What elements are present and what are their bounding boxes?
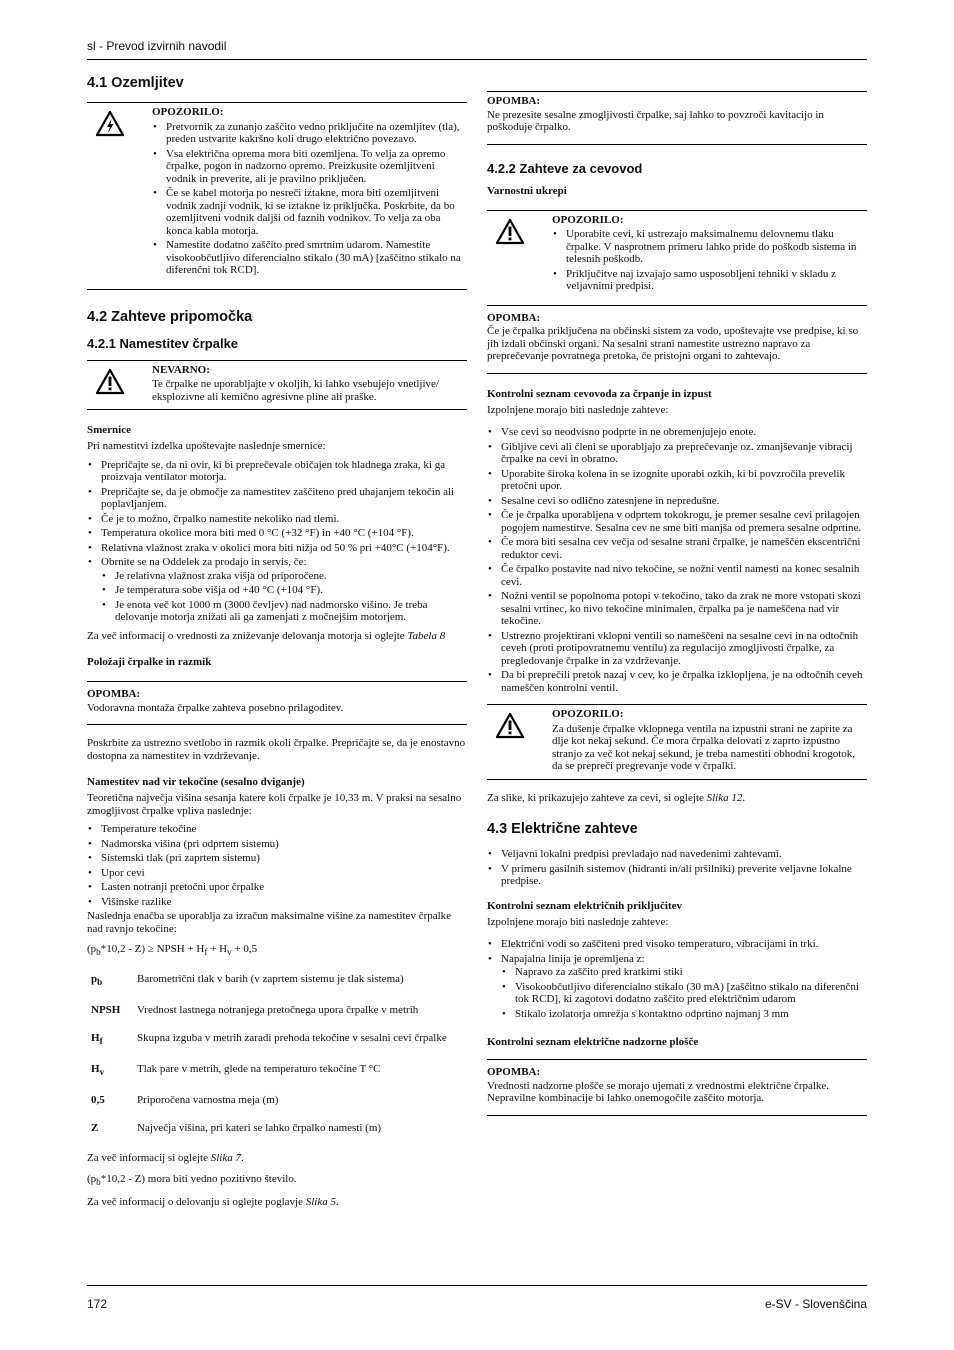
formula-sub: b (96, 947, 101, 958)
list-item: • Uporabite cevi, ki ustrezajo maksimalnemu delovnemu tlaku črpalke. V nasprotnem primeru lahko pride do poškodb sistema in telesnih poškodb. (566, 228, 867, 266)
variable-row (87, 1026, 447, 1057)
list-item: • Veljavni lokalni predpisi prevladajo nad navedenimi zahtevami. (501, 848, 867, 861)
formula-part: + 0,5 (231, 943, 258, 955)
npsh-formula (87, 943, 467, 959)
list-item: • Nadmorska višina (pri odprtem sistemu) (101, 838, 467, 851)
variable-description: Tlak pare v metrih, glede na temperaturo tekočine T °C (137, 1063, 381, 1076)
section-title: 4.2 Zahteve pripomočka (87, 308, 253, 325)
symbol-text: H (91, 1031, 100, 1044)
list-item: • Je temperatura sobe višja od +40 °C (+104 °F). (115, 584, 467, 597)
text: Za več informacij o vrednosti za zniževanje delovanja motorja si oglejte (87, 629, 408, 642)
list-item: • Visokoobčutljivo diferencialno stikalo (30 mA) [zaščitno stikalo na diferenčni tok RCD], ki zagotovi dodatno zaščito pred električnim udarom (515, 981, 867, 1006)
sub-list (101, 570, 467, 624)
derating-paragraph (87, 630, 467, 643)
list-item: • Temperatura okolice mora biti med 0 °C (+32 °F) in +40 °C (+104 °F). (101, 527, 467, 540)
ref7-paragraph: Za več informacij si oglejte Slika 7. (87, 1152, 244, 1165)
warning-label: OPOZORILO: (552, 708, 624, 720)
note-label: OPOMBA: (487, 1066, 541, 1078)
formula-sub: v (227, 947, 232, 958)
figure-reference: Slika 7 (210, 1152, 241, 1165)
section-4-2-2 (487, 161, 867, 805)
note-label: OPOMBA: (87, 688, 141, 700)
list-item (501, 953, 867, 1021)
variable-row (87, 1088, 447, 1116)
text: Za več informacij si oglejte (87, 1152, 211, 1165)
formula-sub: b (96, 1176, 101, 1187)
text: Za slike, ki prikazujejo zahteve za cevi, si oglejte (487, 791, 707, 804)
note-text: Vrednosti nadzorne plošče se morajo ujemati z vrednostmi električne črpalke. Nepravilne kombinacije bi lahko onemogočile zaščito motorja. (487, 1079, 830, 1104)
figure-reference: Slika 12 (706, 791, 743, 804)
list-item: • V primeru gasilnih sistemov (hidranti in/ali pršilniki) preverite veljavne lokalne predpise. (501, 863, 867, 888)
variable-symbol (87, 1026, 137, 1057)
list-item: • Prepričajte se, da ni ovir, ki bi preprečevale običajen tok hladnega zraka, ki ga proizvaja ventilator motorja. (101, 459, 467, 484)
formula-sub: f (204, 947, 208, 958)
checklist-intro: Izpolnjene morajo biti naslednje zahteve: (487, 403, 669, 416)
list-item: • Uporabite široka kolena in se izognite uporabi ozkih, ki bi povzročila prevelik pretočni upor. (501, 468, 867, 493)
checklist-intro: Izpolnjene morajo biti naslednje zahteve: (487, 915, 669, 928)
danger-label: NEVARNO: (152, 363, 210, 376)
symbol-sub: f (99, 1036, 103, 1047)
list-item: • Nožni ventil se popolnoma potopi v tekočino, tako da zrak ne more vstopati skozi sesalni vrtinec, ko nivo tekočine minimalen, črpalka pa je nameščena nad vir tekočine. (501, 590, 867, 628)
symbol-text: H (91, 1063, 100, 1076)
suction-title: Namestitev nad vir tekočine (sesalno dviganje) (87, 776, 305, 788)
list-item: • Stikalo izolatorja omrežja s kontaktno odprtino najmanj 3 mm (515, 1008, 867, 1021)
list-item: • Višinske razlike (101, 896, 467, 909)
section-4-1 (87, 74, 467, 290)
list-item: • Vse cevi so neodvisno podprte in ne obremenjujejo enote. (501, 426, 867, 439)
suction-list (87, 823, 467, 908)
note-label: OPOMBA: (487, 311, 541, 324)
electrical-hazard-icon (87, 106, 152, 283)
note-box (87, 681, 467, 725)
subsection-title: 4.2.1 Namestitev črpalke (87, 335, 239, 351)
suction-paragraph: Teoretična največja višina sesanja katere koli črpalke je 10,33 m. V praksi na sesalno zmogljivost črpalke vpliva naslednje: (87, 792, 462, 817)
formula-part: (p (87, 943, 97, 955)
warning-label: OPOZORILO: (552, 213, 624, 226)
warning-list (552, 228, 867, 293)
note-label: OPOMBA: (487, 95, 541, 107)
list-item: • Sesalne cevi so odlično zatesnjene in nepredušne. (501, 495, 867, 508)
variable-row (87, 1116, 447, 1144)
section-title: 4.1 Ozemljitev (87, 75, 184, 91)
guidelines-list (87, 459, 467, 624)
warning-list (152, 121, 467, 277)
list-item: • Električni vodi so zaščiteni pred visoko temperaturo, vibracijami in trki. (501, 938, 867, 951)
variable-description: Barometrični tlak v barih (v zaprtem sistemu je tlak sistema) (137, 972, 404, 985)
symbol-sub: b (97, 976, 103, 987)
variables-table (87, 967, 447, 1145)
safety-title: Varnostni ukrepi (487, 184, 567, 197)
list-item: • Upor cevi (101, 867, 467, 880)
list-item: • Relativna vlažnost zraka v okolici mora biti nižja od 50 % pri +40°C (+104°F). (101, 542, 467, 555)
list-item: • Priključitve naj izvajajo samo usposobljeni tehniki v skladu z veljavnimi predpisi. (566, 268, 867, 293)
list-item: • Če je to možno, črpalko namestite nekoliko nad tlemi. (101, 513, 467, 526)
variable-row (87, 967, 447, 998)
variable-description: Vrednost lastnega notranjega pretočnega upora črpalke v metrih (137, 1003, 419, 1016)
list-item-text: Obrnite se na Oddelek za prodajo in servis, če: (101, 556, 307, 568)
symbol-text: Z (91, 1122, 99, 1135)
section-4-2-1 (87, 336, 467, 1209)
positive-paragraph (87, 1173, 467, 1189)
note-text: Ne prezesite sesalne zmogljivosti črpalke, saj lahko to povzroči kavitacijo in poškoduje črpalko. (487, 108, 824, 133)
list-item-text: Napajalna linija je opremljena z: (501, 952, 645, 965)
symbol-text: p (91, 972, 98, 985)
electrical-list (487, 848, 867, 888)
list-item: • Gibljive cevi ali členi se uporabljajo za preprečevanje oz. zmanjševanje vibracij črpalke na cevi in obratno. (501, 441, 867, 466)
footer-rule (87, 1285, 867, 1286)
list-item: • Lasten notranji pretočni upor črpalke (101, 881, 467, 894)
warning-box (487, 210, 867, 306)
variable-symbol (87, 967, 137, 998)
panel-title: Kontrolni seznam električne nadzorne plošče (487, 1036, 699, 1048)
list-item: • Da bi preprečili pretok nazaj v cev, ko je črpalka izklopljena, je na odtočnih ceveh nameščen kontrolni ventil. (501, 669, 867, 694)
section-title: 4.3 Električne zahteve (487, 821, 638, 837)
checklist-title: Kontrolni seznam električnih priključitev (487, 899, 683, 912)
warning-label: OPOZORILO: (152, 106, 224, 118)
warning-text: Za dušenje črpalke vklopnega ventila na izpustni strani ne zaprite za dlje kot nekaj sekund. Če mora črpalka delovati z zaprto izpustno stranjo za več kot nekaj sekund, je treba namestiti obhodni krogotok, da se prepreči pregrevanje vode v črpalki. (552, 722, 856, 772)
symbol-text: NPSH (91, 1003, 121, 1016)
list-item: • Vsa električna oprema mora biti ozemljena. To velja za opremo črpalke, pogon in nadzorno opremo. Preizkusite ozemljitveni vodnik in preverite, ali je pravilno priključen. (166, 148, 467, 186)
page-header: sl - Prevod izvirnih navodil (87, 39, 227, 53)
warning-box (487, 704, 867, 780)
danger-box (87, 360, 467, 411)
list-item: • Če je črpalka uporabljena v odprtem tokokrogu, je premer sesalne cevi prilagojen pogojem namestitve. Sesalna cev ne sme biti manjša od premera sesalne odprtine. (501, 509, 867, 534)
symbol-text: 0,5 (91, 1094, 105, 1107)
formula-part: + H (207, 943, 228, 955)
text: Za več informacij o delovanju si oglejte poglavje (87, 1196, 306, 1209)
page-number: 172 (87, 1297, 108, 1311)
variable-description: Priporočena varnostna meja (m) (137, 1094, 279, 1107)
warning-triangle-icon (87, 364, 152, 404)
variable-symbol (87, 1116, 137, 1144)
note-box (487, 91, 867, 145)
list-item: • Namestite dodatno zaščito pred smrtnim udarom. Namestite visokoobčutljivo diferencialno stikalo (30 mA) [zaščitno stikalo na diferenčni tok RCD]. (166, 239, 467, 277)
note-text: Če je črpalka priključena na občinski sistem za vodo, upoštevajte vse predpise, ki so jih izdali občinski organi. Na sesalni strani namestite ustrezno napravo za preprečevanje povratnega pretoka, če pristojni organi to zahtevajo. (487, 325, 859, 362)
warning-triangle-icon (487, 708, 552, 773)
list-item: • Ustrezno projektirani vklopni ventili so nameščeni na sesalne cevi in na odtočnih ceveh (proti protipovratnemu ventilu) za regulacijo zmogljivosti črpalke, za pregledovanje črpalke in za vzdrževanje. (501, 630, 867, 668)
checklist-title: Kontrolni seznam cevovoda za črpanje in izpust (487, 387, 712, 400)
list-item: • Prepričajte se, da je območje za namestitev zaščiteno pred uhajanjem tekočin ali poplavljanjem. (101, 486, 467, 511)
header-rule (87, 59, 867, 60)
list-item: • Če črpalko postavite nad nivo tekočine, se nožni ventil namesti na konec sesalnih cevi. (501, 563, 867, 588)
list-item: • Sistemski tlak (pri zaprtem sistemu) (101, 852, 467, 865)
symbol-sub: v (99, 1067, 105, 1078)
variable-symbol (87, 1088, 137, 1116)
list-item: • Je relativna vlažnost zraka višja od priporočene. (115, 570, 467, 583)
list-item: • Če se kabel motorja po nesreči iztakne, mora biti ozemljitveni vodnik zadnji vodnik, ki se iztakne iz priključka. Poskrbite, da bo ozemljitveni vodnik daljši od faznih vodnikov. To velja za oba konca kabla motorja. (166, 187, 467, 237)
guidelines-intro: Pri namestitvi izdelka upoštevajte naslednje smernice: (87, 440, 326, 452)
warning-triangle-icon (487, 214, 552, 299)
danger-text: Te črpalke ne uporabljajte v okoljih, ki lahko vsebujejo vnetljive/ eksplozivne ali kemično agresivne pline ali praške. (152, 378, 439, 403)
section-4-3 (487, 820, 867, 1116)
variable-description: Skupna izguba v metrih zaradi prehoda tekočine v sesalni cevi črpalke (137, 1031, 447, 1044)
list-item: • Temperature tekočine (101, 823, 467, 836)
variable-description: Največja višina, pri kateri se lahko črpalko namesti (m) (137, 1122, 382, 1135)
text: (p (87, 1172, 97, 1185)
list-item (101, 556, 467, 624)
formula-part: *10,2 - Z) ≥ NPSH + H (100, 943, 205, 955)
right-column (487, 91, 867, 1128)
clearance-paragraph: Poskrbite za ustrezno svetlobo in razmik okoli črpalke. Prepričajte se, da je enostavno dostopna za namestitev in vzdrževanje. (87, 737, 466, 762)
variable-symbol (87, 1057, 137, 1088)
table-reference: Tabela 8 (407, 629, 446, 642)
variable-symbol (87, 998, 137, 1026)
ref5-paragraph: Za več informacij o delovanju si oglejte poglavje Slika 5. (87, 1196, 339, 1209)
sub-list (501, 966, 867, 1020)
variable-row (87, 998, 447, 1026)
list-item: • Če mora biti sesalna cev večja od sesalne strani črpalke, je nameščen ekscentrični reduktor cevi. (501, 536, 867, 561)
list-item: • Je enota več kot 1000 m (3000 čevljev) nad nadmorsko višino. Je treba delovanje motorja znižati ali ga zamenjati z močnejšim motorjem. (115, 599, 467, 624)
subsection-title: 4.2.2 Zahteve za cevovod (487, 160, 643, 176)
note-box (487, 306, 867, 374)
left-column (87, 74, 467, 1215)
formula-intro: Naslednja enačba se uporablja za izračun maksimalne višine za namestitev črpalke nad ravnjo tekočine: (87, 910, 452, 935)
electrical-checklist (487, 938, 867, 1020)
warning-box (87, 102, 467, 290)
piping-checklist (487, 426, 867, 694)
note-box (487, 1059, 867, 1116)
variable-row (87, 1057, 447, 1088)
footer-title: e-SV - Slovenščina (764, 1297, 867, 1311)
figure-reference: Slika 5 (305, 1196, 336, 1209)
ref12-paragraph: Za slike, ki prikazujejo zahteve za cevi, si oglejte Slika 12. (487, 791, 746, 804)
guidelines-title: Smernice (87, 424, 131, 436)
text: *10,2 - Z) mora biti vedno pozitivno število. (100, 1172, 297, 1185)
list-item: • Pretvornik za zunanjo zaščito vedno priključite na ozemljitev (tla), preden ustvarite kakršno koli drugo električno povezavo. (166, 121, 467, 146)
note-text: Vodoravna montaža črpalke zahteva posebno prilagoditev. (87, 701, 344, 714)
positions-title: Položaji črpalke in razmik (87, 656, 212, 668)
list-item: • Napravo za zaščito pred kratkimi stiki (515, 966, 867, 979)
